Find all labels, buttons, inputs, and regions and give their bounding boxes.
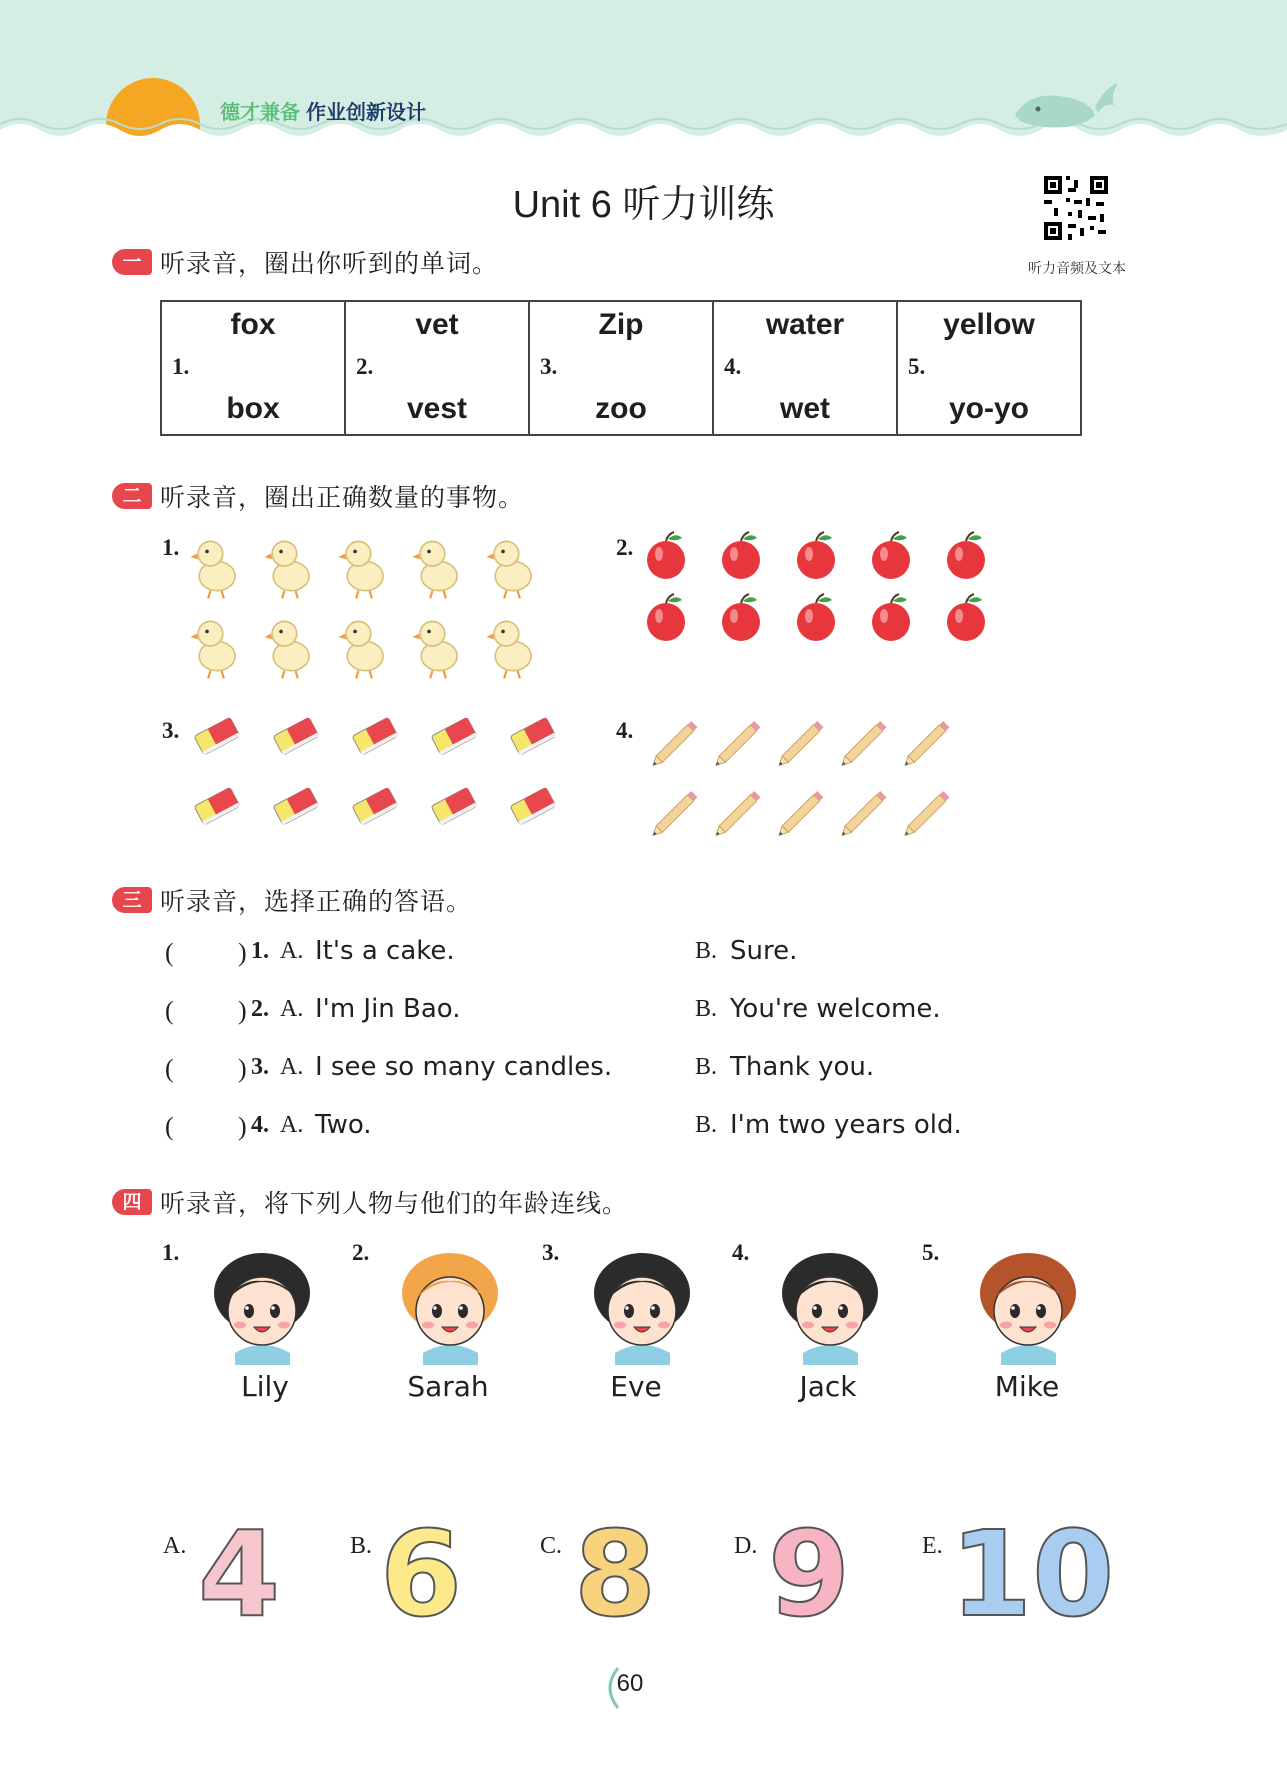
option-a-text[interactable]: I see so many candles. — [315, 1052, 613, 1082]
duck-icon[interactable] — [262, 610, 318, 682]
eraser-icon[interactable] — [346, 712, 404, 772]
answer-blank-open[interactable]: ( — [165, 996, 174, 1025]
pencil-icon[interactable] — [831, 782, 893, 840]
page-title: Unit 6 听力训练 — [512, 184, 775, 226]
duck-icon[interactable] — [336, 530, 392, 602]
section-4-heading — [112, 1184, 628, 1220]
duck-icon[interactable] — [188, 610, 244, 682]
duck-icon[interactable] — [410, 530, 466, 602]
duck-icon[interactable] — [188, 530, 244, 602]
pencil-icon[interactable] — [831, 712, 893, 770]
item-number: 3. — [542, 1240, 560, 1265]
question-number: 2. — [251, 996, 269, 1022]
pencil-icon[interactable] — [705, 712, 767, 770]
pencil-icon[interactable] — [768, 782, 830, 840]
eraser-icon[interactable] — [425, 712, 483, 772]
option-b-label: B. — [695, 996, 718, 1022]
eraser-icon[interactable] — [425, 782, 483, 842]
item-number: 2. — [616, 535, 634, 560]
word-option-top[interactable]: vet — [415, 308, 459, 341]
option-a-text[interactable]: I'm Jin Bao. — [315, 994, 461, 1024]
page-header — [0, 0, 1287, 150]
section-instruction: 听录音，选择正确的答语。 — [160, 887, 473, 916]
age-option-label: A. — [163, 1533, 187, 1559]
eraser-icon[interactable] — [188, 712, 246, 772]
answer-blank-close: ) — [238, 938, 247, 967]
whale-icon — [1010, 75, 1120, 135]
eraser-icon[interactable] — [504, 712, 562, 772]
word-option-top[interactable]: Zip — [598, 308, 644, 341]
eraser-icon[interactable] — [267, 782, 325, 842]
apple-icon[interactable] — [942, 530, 996, 592]
item-number: 1. — [162, 535, 180, 560]
pencil-icon[interactable] — [705, 782, 767, 840]
age-number[interactable]: 9 — [768, 1505, 851, 1643]
option-b-text[interactable]: Thank you. — [730, 1052, 875, 1082]
brand-name — [220, 96, 426, 125]
option-a-label: A. — [280, 938, 304, 964]
item-number: 3. — [540, 354, 558, 379]
section-3-heading — [112, 882, 472, 918]
item-number: 1. — [162, 1240, 180, 1265]
duck-icon[interactable] — [262, 530, 318, 602]
apple-icon[interactable] — [942, 592, 996, 654]
eraser-icon[interactable] — [188, 782, 246, 842]
kid-name[interactable]: Jack — [799, 1370, 857, 1403]
item-number: 4. — [616, 718, 634, 743]
section-instruction: 听录音，将下列人物与他们的年龄连线。 — [160, 1189, 629, 1218]
eraser-icon[interactable] — [346, 782, 404, 842]
brand-green-text: 德才兼备 — [220, 100, 300, 124]
kid-avatar[interactable] — [768, 1245, 893, 1365]
option-a-text[interactable]: It's a cake. — [315, 936, 455, 966]
pencil-icon[interactable] — [642, 712, 704, 770]
apple-icon[interactable] — [642, 530, 696, 592]
option-b-text[interactable]: You're welcome. — [730, 994, 941, 1024]
word-option-bottom[interactable]: yo-yo — [948, 392, 1029, 425]
question-row — [165, 1108, 1025, 1148]
word-cell — [714, 302, 898, 434]
kid-avatar[interactable] — [580, 1245, 705, 1365]
page-number: 60 — [616, 1670, 644, 1697]
answer-blank-open[interactable]: ( — [165, 1112, 174, 1141]
duck-icon[interactable] — [484, 530, 540, 602]
age-number[interactable]: 10 — [950, 1505, 1115, 1643]
apple-icon[interactable] — [792, 530, 846, 592]
answer-blank-close: ) — [238, 1054, 247, 1083]
kid-avatar[interactable] — [388, 1245, 513, 1365]
age-option-label: B. — [350, 1533, 373, 1559]
word-table — [160, 300, 1082, 436]
option-b-text[interactable]: Sure. — [730, 936, 798, 966]
word-cell — [346, 302, 530, 434]
word-cell — [530, 302, 714, 434]
word-option-bottom[interactable]: zoo — [595, 392, 647, 425]
option-b-label: B. — [695, 1112, 718, 1138]
option-b-label: B. — [695, 938, 718, 964]
kid-avatar[interactable] — [966, 1245, 1091, 1365]
word-option-top[interactable]: yellow — [943, 308, 1035, 341]
item-number: 4. — [732, 1240, 750, 1265]
question-number: 4. — [251, 1112, 269, 1138]
eraser-icon[interactable] — [267, 712, 325, 772]
kid-name[interactable]: Mike — [994, 1370, 1060, 1403]
age-option-label: C. — [540, 1533, 563, 1559]
age-number[interactable]: 8 — [574, 1505, 657, 1643]
age-number[interactable]: 6 — [380, 1505, 463, 1643]
word-option-bottom[interactable]: box — [226, 392, 280, 425]
section-badge: 三 — [112, 887, 152, 913]
item-number: 5. — [922, 1240, 940, 1265]
word-cell — [898, 302, 1080, 434]
eraser-icon[interactable] — [504, 782, 562, 842]
option-a-text[interactable]: Two. — [315, 1110, 372, 1140]
pencil-icon[interactable] — [894, 782, 956, 840]
pencil-icon[interactable] — [894, 712, 956, 770]
option-a-label: A. — [280, 996, 304, 1022]
section-badge: 二 — [112, 483, 152, 509]
answer-blank-open[interactable]: ( — [165, 1054, 174, 1083]
item-number: 1. — [172, 354, 190, 379]
apple-icon[interactable] — [867, 530, 921, 592]
section-2-heading — [112, 478, 524, 514]
pencil-icon[interactable] — [642, 782, 704, 840]
answer-blank-close: ) — [238, 1112, 247, 1141]
pencil-icon[interactable] — [768, 712, 830, 770]
word-cell — [162, 302, 346, 434]
kid-name[interactable]: Sarah — [407, 1370, 489, 1403]
kid-name[interactable]: Lily — [241, 1370, 289, 1403]
word-option-bottom[interactable]: wet — [779, 392, 830, 425]
question-number: 3. — [251, 1054, 269, 1080]
apple-icon[interactable] — [717, 530, 771, 592]
question-row — [165, 1050, 1025, 1090]
qr-caption: 听力音频及文本 — [1028, 261, 1126, 277]
option-a-label: A. — [280, 1054, 304, 1080]
section-1-heading — [112, 244, 498, 280]
item-number: 3. — [162, 718, 180, 743]
word-option-bottom[interactable]: vest — [406, 392, 468, 425]
option-b-label: B. — [695, 1054, 718, 1080]
duck-icon[interactable] — [484, 610, 540, 682]
item-number: 2. — [356, 354, 374, 379]
word-option-top[interactable]: water — [765, 308, 845, 341]
item-number: 2. — [352, 1240, 370, 1265]
answer-blank-open[interactable]: ( — [165, 938, 174, 967]
section-badge: 四 — [112, 1189, 152, 1215]
kid-name[interactable]: Eve — [610, 1370, 662, 1403]
option-b-text[interactable]: I'm two years old. — [730, 1110, 962, 1140]
age-number[interactable]: 4 — [198, 1505, 281, 1643]
age-option-label: D. — [734, 1533, 758, 1559]
option-a-label: A. — [280, 1112, 304, 1138]
answer-blank-close: ) — [238, 996, 247, 1025]
item-number: 4. — [724, 354, 742, 379]
apple-icon[interactable] — [717, 592, 771, 654]
item-number: 5. — [908, 354, 926, 379]
word-option-top[interactable]: fox — [230, 308, 276, 341]
kid-avatar[interactable] — [200, 1245, 325, 1365]
question-row — [165, 992, 1025, 1032]
brand-dark-text: 作业创新设计 — [306, 100, 426, 124]
apple-icon[interactable] — [642, 592, 696, 654]
apple-icon[interactable] — [792, 592, 846, 654]
apple-icon[interactable] — [867, 592, 921, 654]
duck-icon[interactable] — [410, 610, 466, 682]
qr-code-icon[interactable] — [1040, 172, 1112, 244]
question-number: 1. — [251, 938, 269, 964]
age-option-label: E. — [922, 1533, 943, 1559]
section-badge: 一 — [112, 249, 152, 275]
section-instruction: 听录音，圈出你听到的单词。 — [160, 249, 499, 278]
question-row — [165, 934, 1025, 974]
section-instruction: 听录音，圈出正确数量的事物。 — [160, 483, 525, 512]
duck-icon[interactable] — [336, 610, 392, 682]
